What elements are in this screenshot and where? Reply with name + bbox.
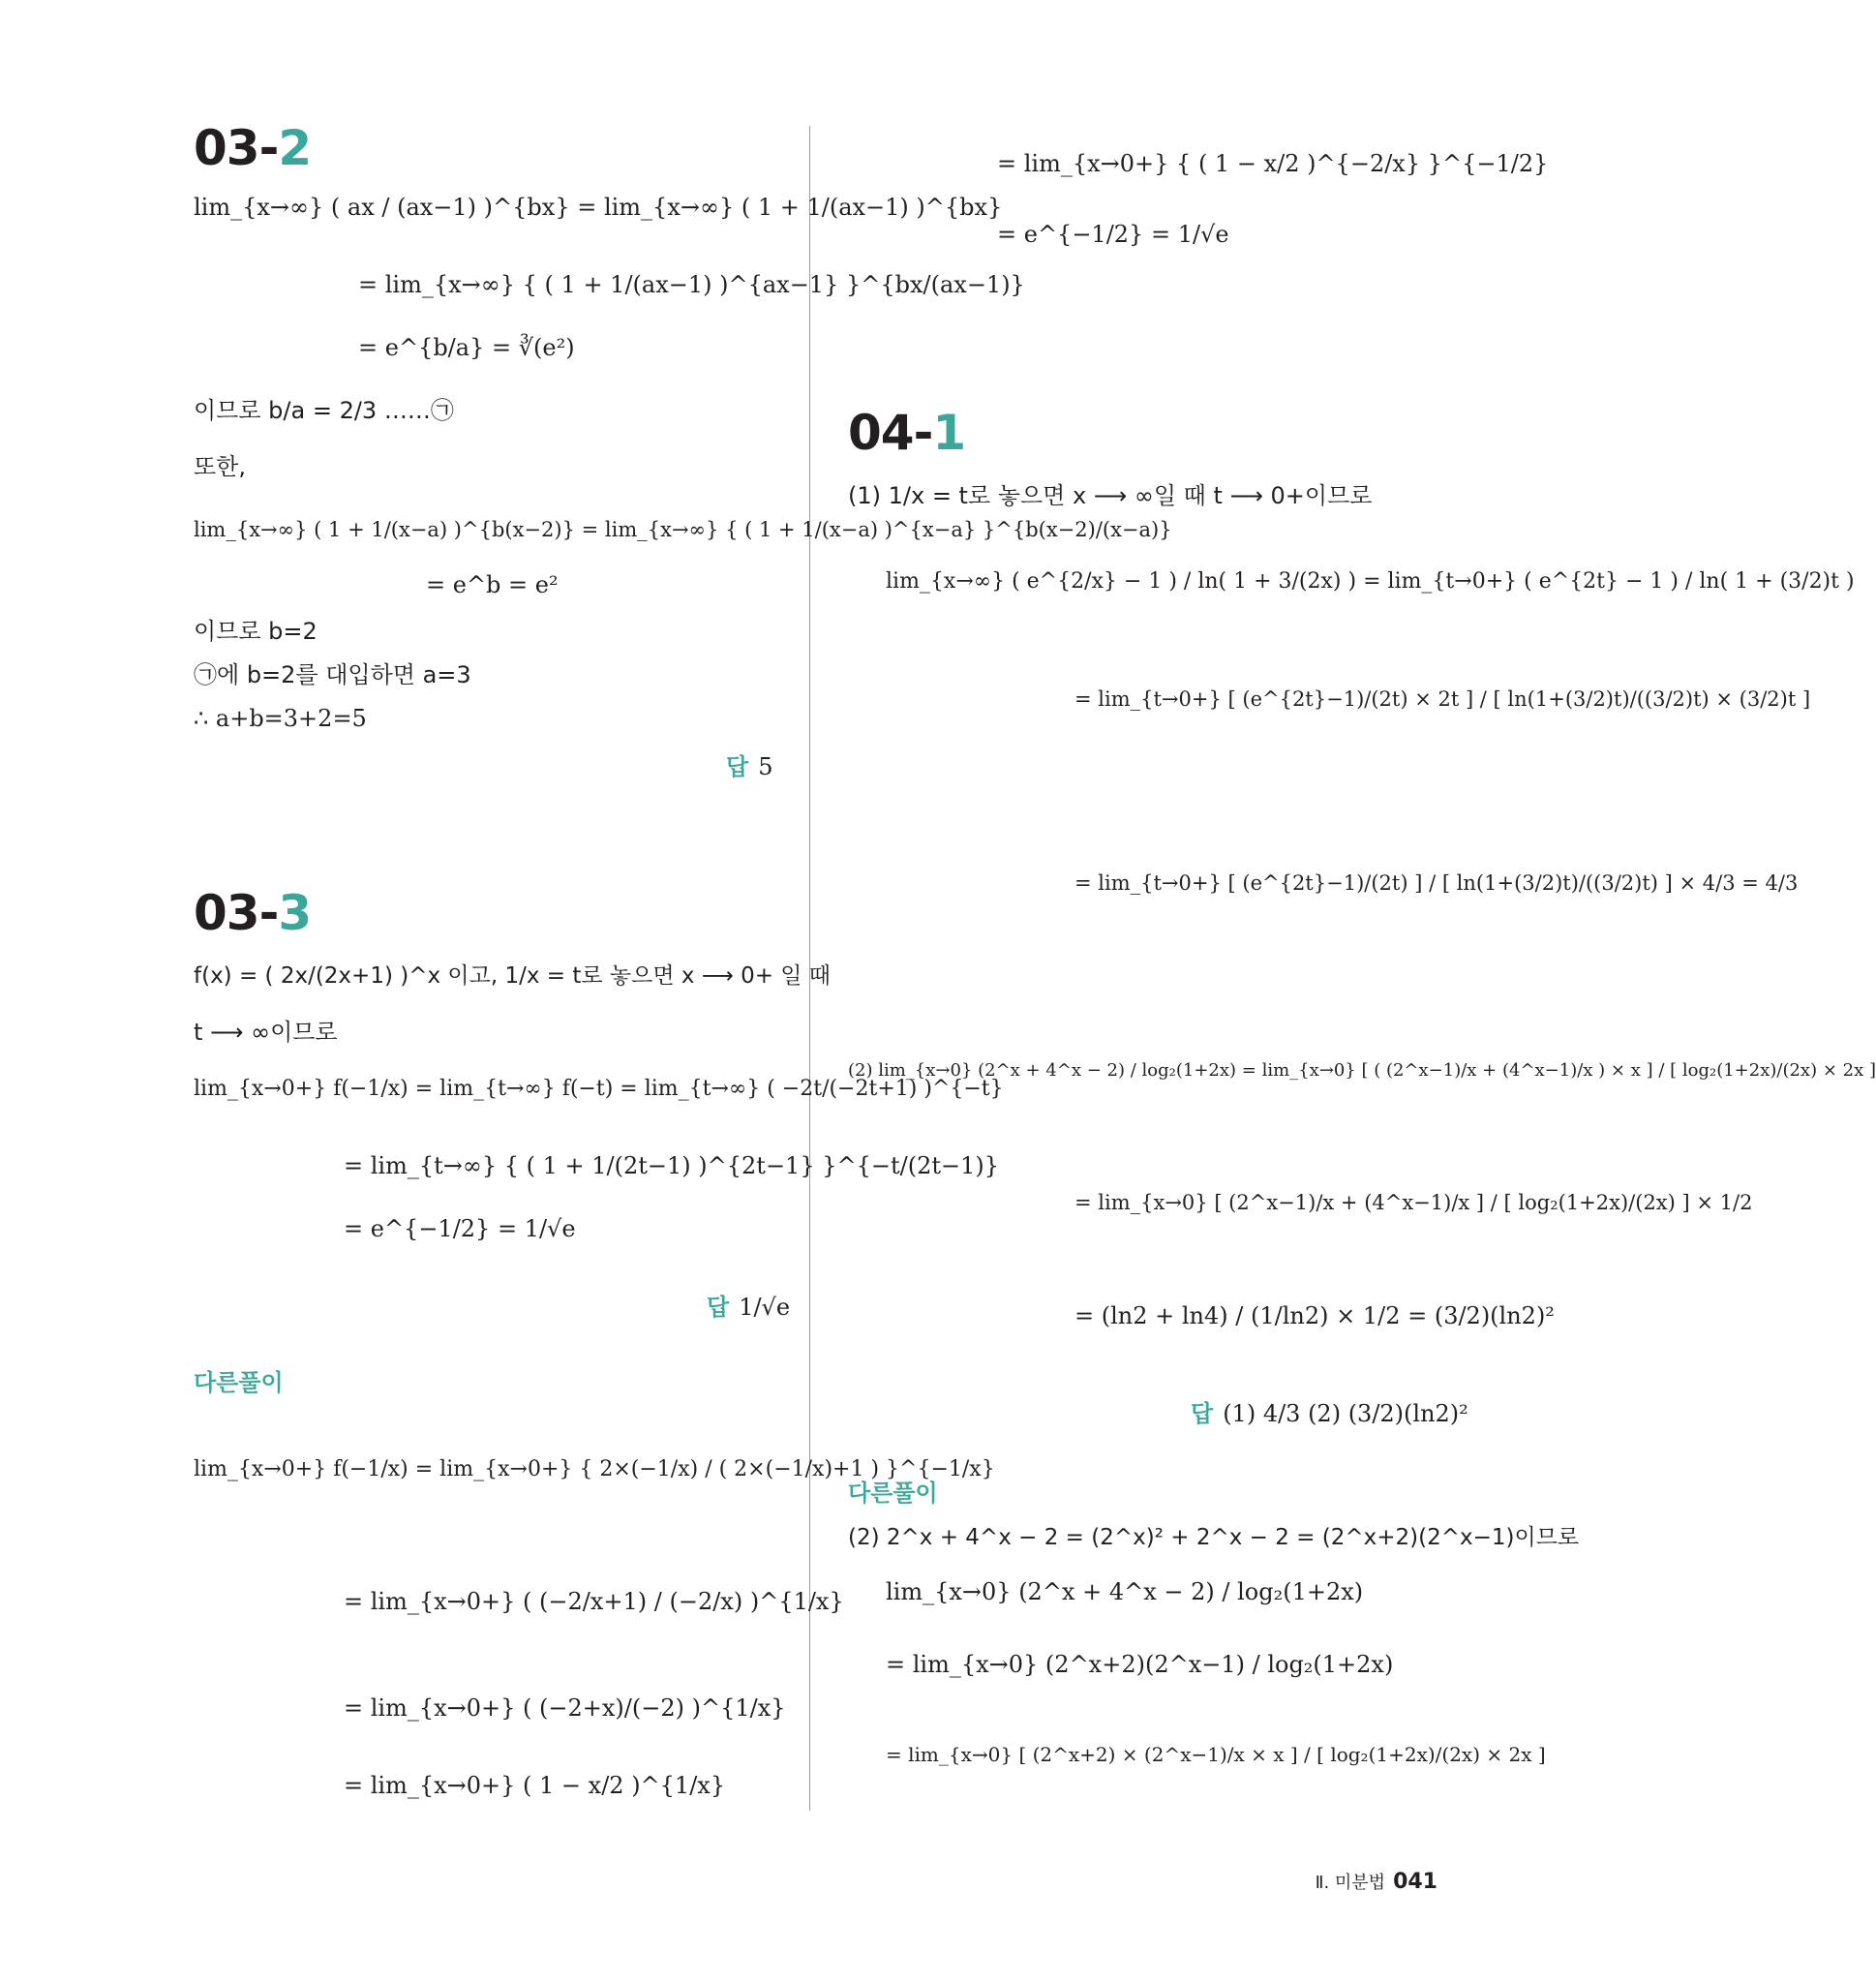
alt-solution-line: = lim_{x→0+} ( (−2/x+1) / (−2/x) )^{1/x} xyxy=(344,1588,844,1615)
alt-solution-line: = lim_{x→0} (2^x+2)(2^x−1) / log₂(1+2x) xyxy=(886,1651,1394,1678)
solution-line: f(x) = ( 2x/(2x+1) )^x 이고, 1/x = t로 놓으면 x ⟶ 0+ 일 때 xyxy=(194,963,832,989)
heading-sub: 2 xyxy=(278,120,312,176)
solution-line: 이므로 b/a = 2/3 ……㉠ xyxy=(194,397,454,424)
answer-value: (1) 4/3 (2) (3/2)(ln2)² xyxy=(1223,1400,1468,1427)
solution-line: lim_{x→0+} f(−1/x) = lim_{t→∞} f(−t) = lim_{t→∞} ( −2t/(−2t+1) )^{−t} xyxy=(194,1077,1004,1101)
page-footer xyxy=(1316,1869,1437,1894)
heading-number: 03- xyxy=(194,885,279,941)
solution-line: = lim_{x→0} [ (2^x−1)/x + (4^x−1)/x ] / [ log₂(1+2x)/(2x) ] × 1/2 xyxy=(1074,1191,1753,1214)
solution-line: (1) 1/x = t로 놓으면 x ⟶ ∞일 때 t ⟶ 0+이므로 xyxy=(848,482,1373,509)
alt-solution-line: (2) 2^x + 4^x − 2 = (2^x)² + 2^x − 2 = (2^x+2)(2^x−1)이므로 xyxy=(848,1525,1580,1550)
answer xyxy=(726,747,772,781)
answer xyxy=(1191,1394,1468,1428)
answer-value: 1/√e xyxy=(739,1294,791,1321)
solution-line: lim_{x→∞} ( e^{2/x} − 1 ) / ln( 1 + 3/(2x) ) = lim_{t→0+} ( e^{2t} − 1 ) / ln( 1 + (3/2)t ) xyxy=(886,569,1855,594)
heading-number: 03- xyxy=(194,120,279,176)
alt-solution-line: lim_{x→0} (2^x + 4^x − 2) / log₂(1+2x) xyxy=(886,1578,1364,1605)
problem-heading-03-2 xyxy=(194,120,312,176)
answer-value: 5 xyxy=(758,753,773,780)
alt-solution-line: = lim_{x→0+} ( (−2+x)/(−2) )^{1/x} xyxy=(344,1694,786,1722)
alt-solution-line: lim_{x→0+} f(−1/x) = lim_{x→0+} { 2×(−1/x) / ( 2×(−1/x)+1 ) }^{−1/x} xyxy=(194,1457,995,1481)
solution-line: 또한, xyxy=(194,453,246,480)
solution-line: = e^{−1/2} = 1/√e xyxy=(344,1215,576,1242)
solution-line: = lim_{x→∞} { ( 1 + 1/(ax−1) )^{ax−1} }^{bx/(ax−1)} xyxy=(358,271,1025,298)
answer-tag: 답 xyxy=(726,753,749,780)
footer-section: Ⅱ. 미분법 xyxy=(1315,1873,1386,1893)
alt-solution-label: 다른풀이 xyxy=(848,1480,938,1507)
solution-line: lim_{x→∞} ( 1 + 1/(x−a) )^{b(x−2)} = lim_{x→∞} { ( 1 + 1/(x−a) )^{x−a} }^{b(x−2)/(x−a)} xyxy=(194,518,1172,541)
continuation-line: = e^{−1/2} = 1/√e xyxy=(997,221,1229,248)
problem-heading-04-1 xyxy=(848,405,966,461)
problem-heading-03-3 xyxy=(194,885,312,941)
answer xyxy=(707,1288,790,1322)
solution-line: = lim_{t→0+} [ (e^{2t}−1)/(2t) × 2t ] / [ ln(1+(3/2)t)/((3/2)t) × (3/2)t ] xyxy=(1074,687,1811,711)
solution-line: = lim_{t→∞} { ( 1 + 1/(2t−1) )^{2t−1} }^{−t/(2t−1)} xyxy=(344,1152,1000,1179)
page-number: 041 xyxy=(1393,1870,1437,1894)
solution-line: 이므로 b=2 xyxy=(194,618,318,645)
continuation-line: = lim_{x→0+} { ( 1 − x/2 )^{−2/x} }^{−1/2} xyxy=(997,150,1549,177)
solution-line: (2) lim_{x→0} (2^x + 4^x − 2) / log₂(1+2x) = lim_{x→0} [ ( (2^x−1)/x + (4^x−1)/x ) × x ] / [ log₂(1+2x)/(2x) × 2x ] xyxy=(848,1060,1876,1081)
heading-sub: 3 xyxy=(278,885,312,941)
solution-line: lim_{x→∞} ( ax / (ax−1) )^{bx} = lim_{x→∞} ( 1 + 1/(ax−1) )^{bx} xyxy=(194,194,1003,221)
solution-line: = e^{b/a} = ∛(e²) xyxy=(358,334,575,361)
solution-line: ∴ a+b=3+2=5 xyxy=(194,705,367,732)
solution-line: = (ln2 + ln4) / (1/ln2) × 1/2 = (3/2)(ln2)² xyxy=(1074,1302,1555,1329)
alt-solution-line: = lim_{x→0+} ( 1 − x/2 )^{1/x} xyxy=(344,1772,726,1799)
answer-tag: 답 xyxy=(1191,1400,1214,1427)
solution-line: t ⟶ ∞이므로 xyxy=(194,1019,338,1046)
alt-solution-line: = lim_{x→0} [ (2^x+2) × (2^x−1)/x × x ] / [ log₂(1+2x)/(2x) × 2x ] xyxy=(886,1743,1546,1766)
heading-number: 04- xyxy=(848,405,933,461)
solution-line: = lim_{t→0+} [ (e^{2t}−1)/(2t) ] / [ ln(1+(3/2)t)/((3/2)t) ] × 4/3 = 4/3 xyxy=(1074,871,1799,895)
answer-tag: 답 xyxy=(707,1294,730,1321)
heading-sub: 1 xyxy=(932,405,966,461)
alt-solution-label: 다른풀이 xyxy=(194,1369,284,1396)
solution-line: ㉠에 b=2를 대입하면 a=3 xyxy=(194,661,471,688)
solution-line: = e^b = e² xyxy=(426,571,559,598)
